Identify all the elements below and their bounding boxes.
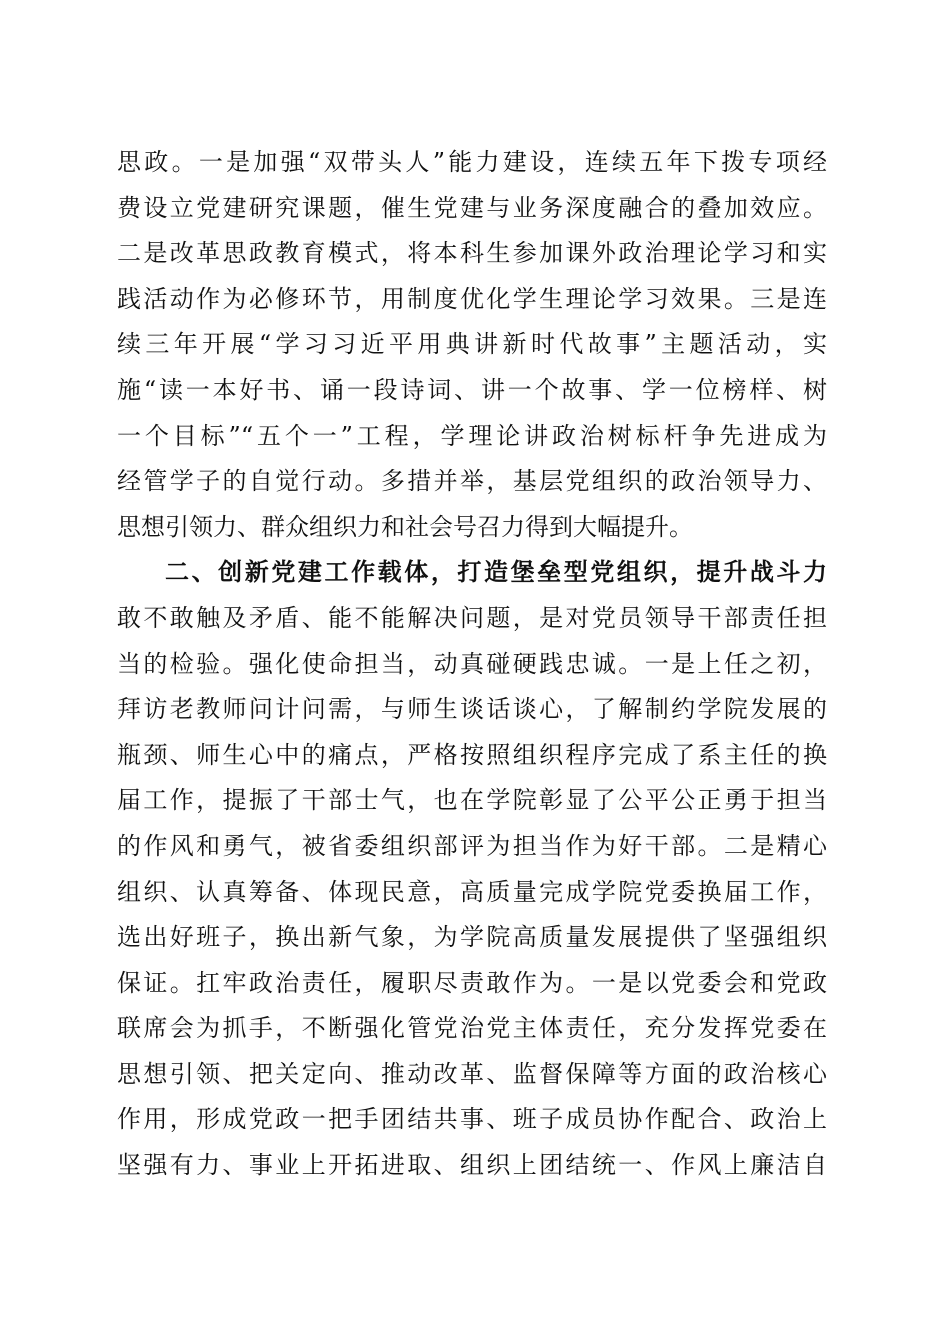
paragraph-line: 践活动作为必修环节，用制度优化学生理论学习效果。三是连 bbox=[117, 284, 827, 313]
paragraph-line: 费设立党建研究课题，催生党建与业务深度融合的叠加效应。 bbox=[117, 193, 827, 222]
section-heading: 二、创新党建工作载体，打造堡垒型党组织，提升战斗力 bbox=[165, 558, 827, 587]
paragraph-line: 思政。一是加强“双带头人”能力建设，连续五年下拨专项经 bbox=[117, 148, 827, 176]
paragraph-line: 思想引领、把关定向、推动改革、监督保障等方面的政治核心 bbox=[117, 1059, 827, 1088]
paragraph-line: 瓶颈、师生心中的痛点，严格按照组织程序完成了系主任的换 bbox=[117, 740, 827, 769]
paragraph-line: 续三年开展“学习习近平用典讲新时代故事”主题活动，实 bbox=[117, 330, 827, 359]
paragraph-line: 拜访老教师问计问需，与师生谈话谈心，了解制约学院发展的 bbox=[117, 695, 827, 724]
paragraph-line: 届工作，提振了干部士气，也在学院彰显了公平公正勇于担当 bbox=[117, 786, 827, 815]
paragraph-line: 联席会为抓手，不断强化管党治党主体责任，充分发挥党委在 bbox=[117, 1014, 827, 1043]
paragraph-1 bbox=[117, 140, 827, 550]
paragraph-line: 经管学子的自觉行动。多措并举，基层党组织的政治领导力、 bbox=[117, 467, 827, 496]
paragraph-line: 选出好班子，换出新气象，为学院高质量发展提供了坚强组织 bbox=[117, 923, 827, 952]
paragraph-line: 的作风和勇气，被省委组织部评为担当作为好干部。二是精心 bbox=[117, 831, 827, 860]
paragraph-line: 坚强有力、事业上开拓进取、组织上团结统一、作风上廉洁自 bbox=[117, 1151, 827, 1180]
document-page bbox=[117, 140, 827, 1189]
paragraph-2 bbox=[117, 596, 827, 1189]
paragraph-line: 组织、认真筹备、体现民意，高质量完成学院党委换届工作， bbox=[117, 877, 827, 906]
paragraph-line: 当的检验。强化使命担当，动真碰硬践忠诚。一是上任之初， bbox=[117, 649, 827, 678]
paragraph-line: 施“读一本好书、诵一段诗词、讲一个故事、学一位榜样、树 bbox=[117, 375, 827, 404]
paragraph-line: 作用，形成党政一把手团结共事、班子成员协作配合、政治上 bbox=[117, 1105, 827, 1134]
paragraph-line: 保证。扛牢政治责任，履职尽责敢作为。一是以党委会和党政 bbox=[117, 968, 827, 997]
paragraph-line: 敢不敢触及矛盾、能不能解决问题，是对党员领导干部责任担 bbox=[117, 603, 827, 632]
paragraph-line: 二是改革思政教育模式，将本科生参加课外政治理论学习和实 bbox=[117, 239, 827, 268]
paragraph-line: 一个目标”“五个一”工程，学理论讲政治树标杆争先进成为 bbox=[117, 421, 827, 450]
paragraph-line: 思想引领力、群众组织力和社会号召力得到大幅提升。 bbox=[117, 512, 693, 541]
